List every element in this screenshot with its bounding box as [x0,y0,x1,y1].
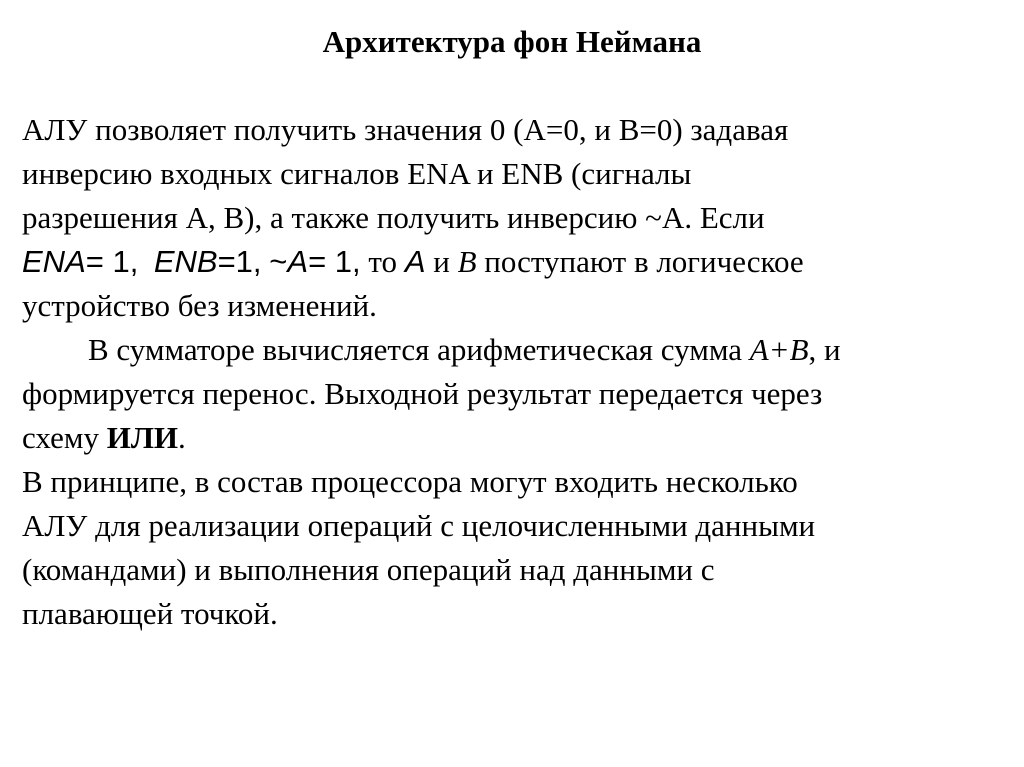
a-inverse-variable: A [287,244,309,279]
paragraph-line: АЛУ для реализации операций с целочисленными данными [22,508,816,543]
enb-value: =1, [217,244,262,279]
paragraph-line-conditions [22,240,1007,284]
paragraph-line-adder [22,328,1007,372]
paragraph-line-or [22,416,1007,460]
enb-variable: ENB [153,244,218,279]
paragraph-line: инверсию входных сигналов ENA и ENB (сигналы [22,156,692,191]
ena-variable: ENA [22,244,86,279]
paragraph-line: плавающей точкой. [22,596,278,631]
text-rest: поступают в логическое [476,244,804,279]
paragraph-line: формируется перенос. Выходной результат передается через [22,376,823,411]
paragraph-line: АЛУ позволяет получить значения 0 (A=0, и B=0) задавая [22,112,789,147]
text-to: то [360,244,405,279]
paragraph-line: устройство без изменений. [22,288,377,323]
slide-title: Архитектура фон Неймана [322,24,702,59]
period: . [178,420,186,455]
sum-formula: A+B [749,332,809,367]
slide-body [22,108,1007,636]
text-and: и [425,244,458,279]
paragraph-line: разрешения А, В), а также получить инверсию ~A. Если [22,200,765,235]
paragraph-line: (командами) и выполнения операций над данными с [22,552,715,587]
or-gate-label: ИЛИ [106,420,179,455]
adder-text: В сумматоре вычисляется арифметическая сумма [88,332,750,367]
ena-value: = 1, [85,244,139,279]
a-variable: A [404,244,426,279]
tilde-symbol: ~ [269,244,288,279]
a-inverse-value: = 1, [308,244,361,279]
paragraph-line: В принципе, в состав процессора могут входить несколько [22,464,798,499]
scheme-text: схему [22,420,107,455]
adder-text-end: , и [808,332,841,367]
b-variable: B [457,244,477,279]
